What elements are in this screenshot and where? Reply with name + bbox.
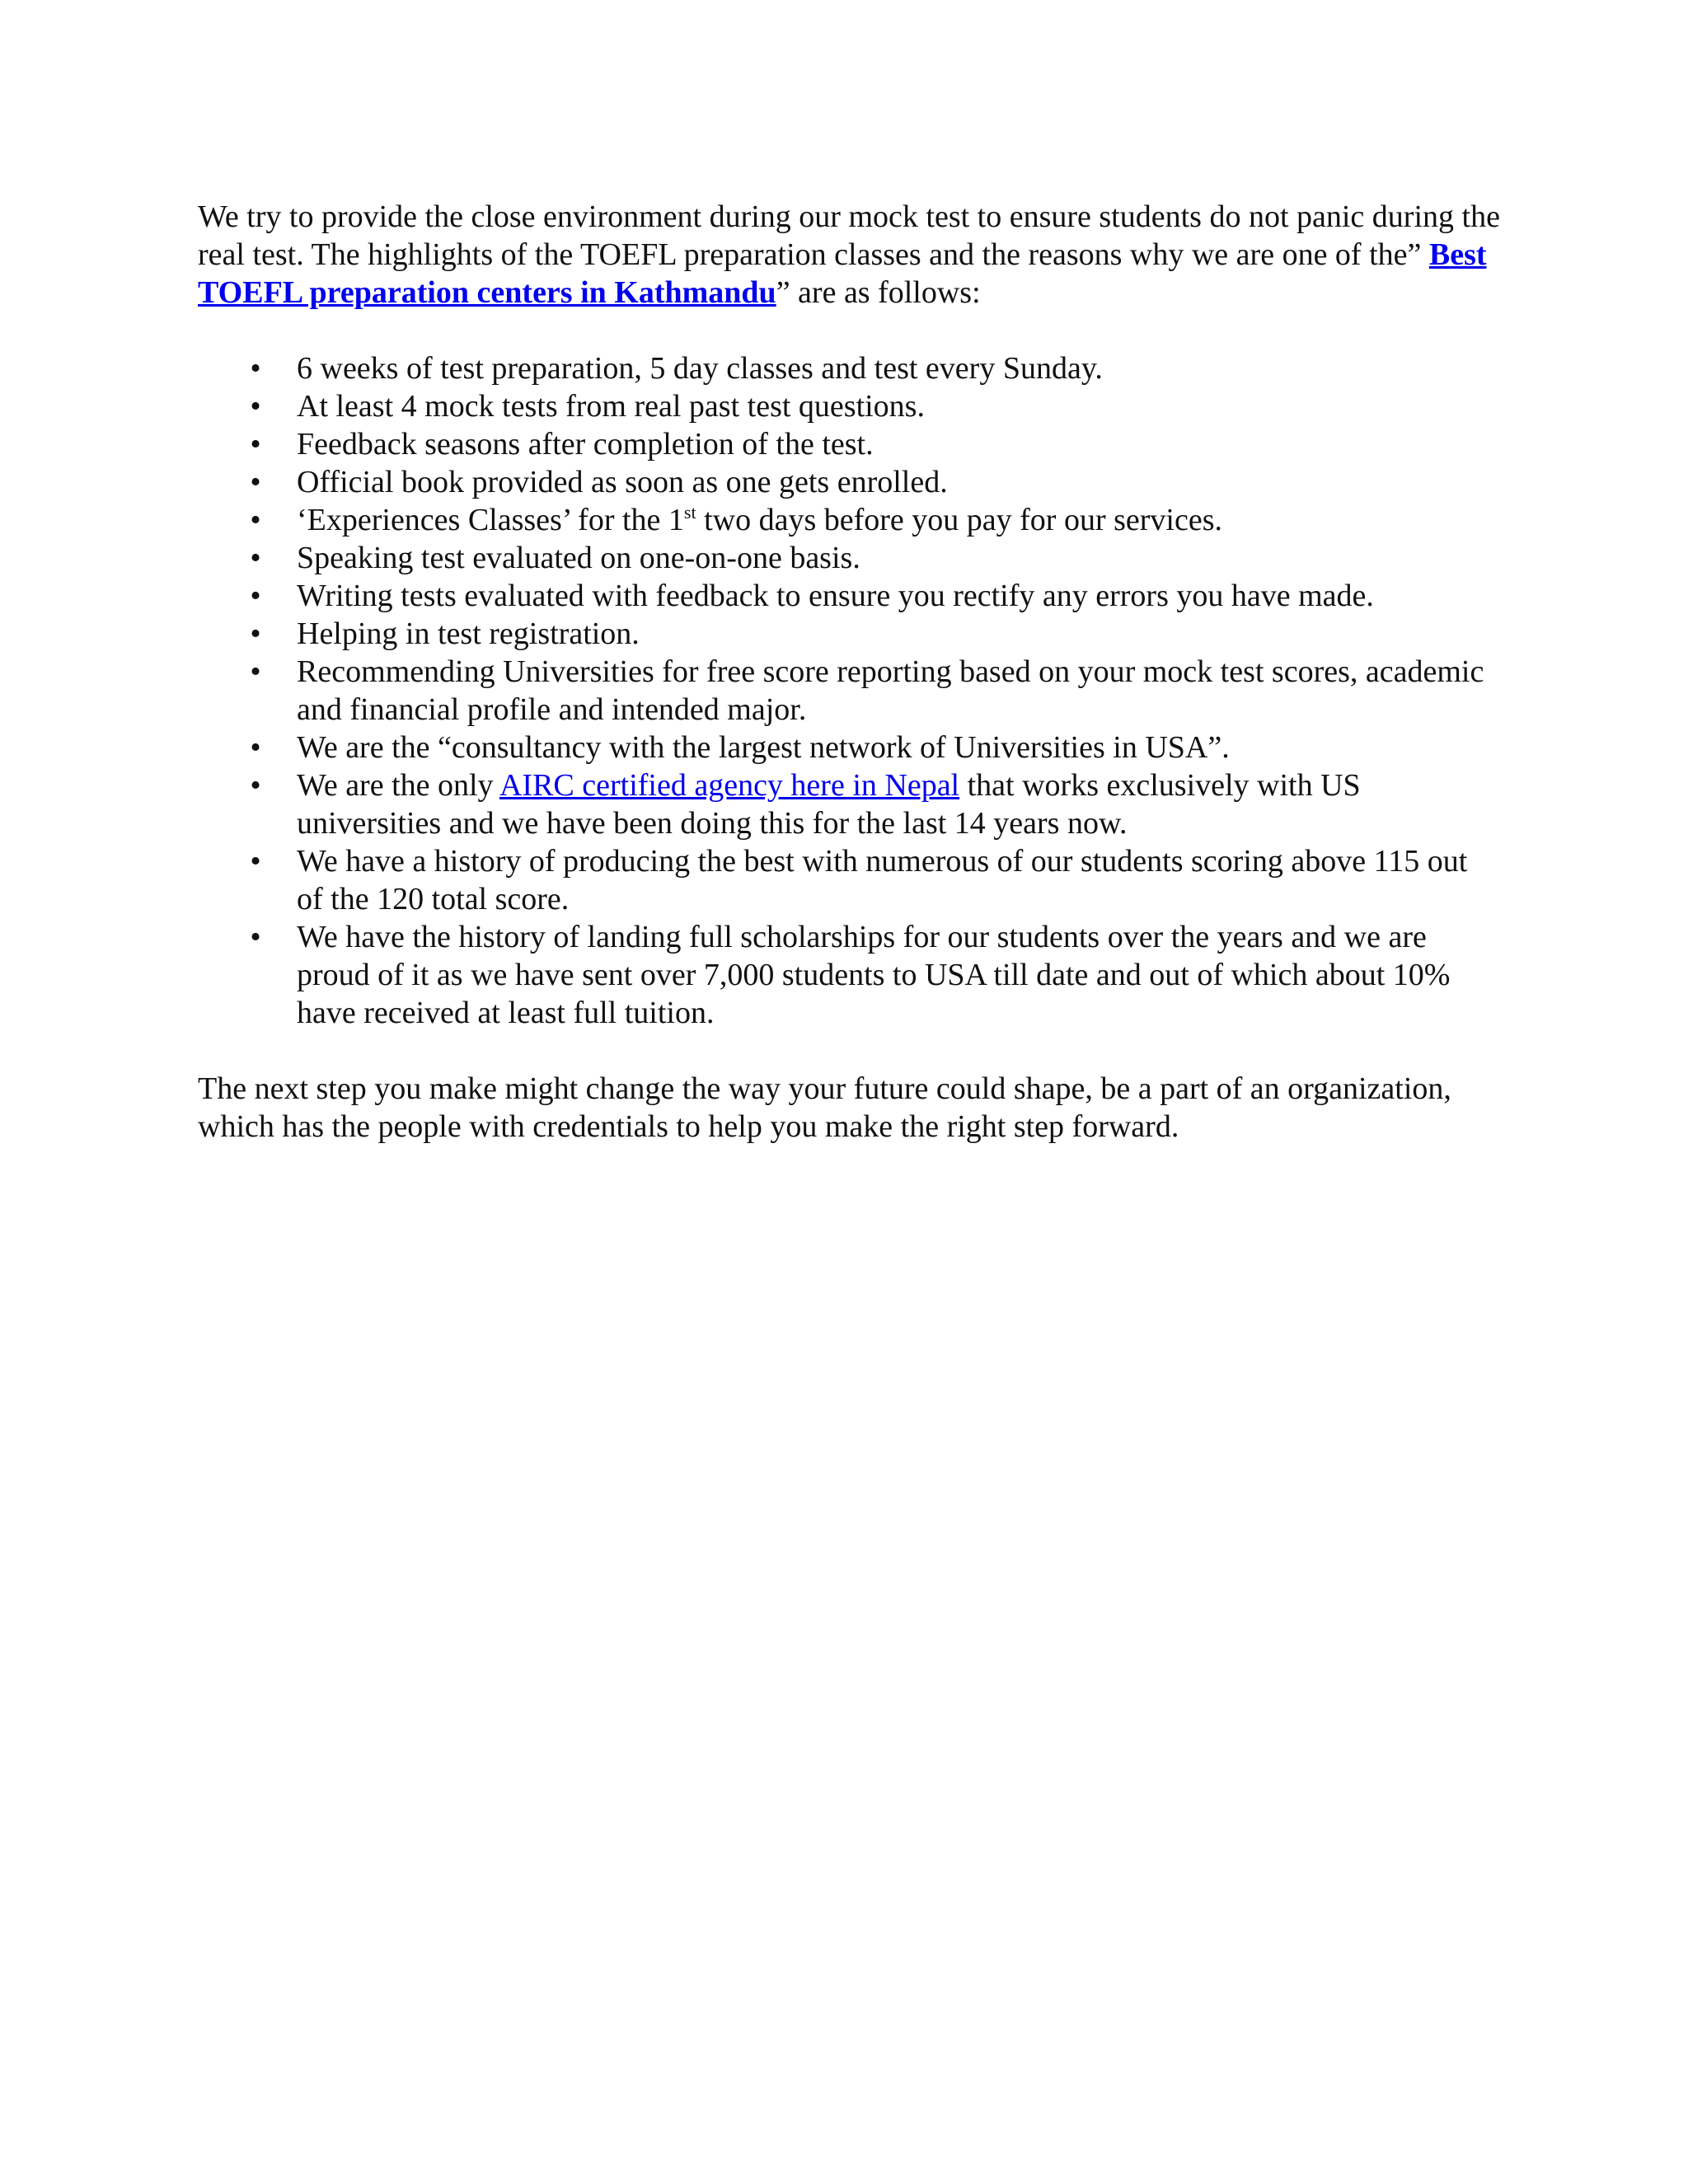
list-item-text-continued: two days before you pay for our services. (696, 503, 1223, 537)
best-toefl-centers-link[interactable]: Best TOEFL preparation centers in Kathmandu (198, 237, 1487, 310)
bullet-icon: • (250, 920, 261, 954)
intro-text-before-link: We try to provide the close environment during our mock test to ensure students do not panic during the real test. The highlights of the TOEFL preparation classes and the reasons why we are one of the” (198, 199, 1500, 272)
bullet-icon: • (250, 503, 261, 537)
list-item-text: Writing tests evaluated with feedback to ensure you rectify any errors you have made. (297, 579, 1374, 613)
list-item (198, 615, 1500, 653)
list-item (198, 653, 1500, 729)
list-item (198, 918, 1500, 1032)
highlights-list (198, 349, 1500, 1032)
bullet-icon: • (250, 465, 261, 499)
bullet-icon: • (250, 389, 261, 424)
list-item-text: ‘Experiences Classes’ for the 1 (297, 503, 684, 537)
list-item (198, 501, 1500, 539)
document-body (198, 198, 1500, 1146)
bullet-icon: • (250, 579, 261, 613)
list-item (198, 349, 1500, 387)
list-item (198, 463, 1500, 501)
bullet-icon: • (250, 768, 261, 803)
bullet-icon: • (250, 654, 261, 689)
bullet-icon: • (250, 616, 261, 651)
bullet-icon: • (250, 427, 261, 462)
list-item (198, 842, 1500, 918)
list-item (198, 387, 1500, 425)
list-item (198, 539, 1500, 577)
list-item-text: Feedback seasons after completion of the test. (297, 427, 874, 462)
list-item (198, 766, 1500, 842)
list-item (198, 577, 1500, 615)
list-item-text: We are the “consultancy with the largest network of Universities in USA”. (297, 730, 1230, 765)
list-item (198, 729, 1500, 766)
list-item-text: Helping in test registration. (297, 616, 640, 651)
list-item-text-continued: that works exclusively with US universities and we have been doing this for the last 14 years now. (297, 768, 1361, 841)
list-item-text: Official book provided as soon as one gets enrolled. (297, 465, 948, 499)
bullet-icon: • (250, 730, 261, 765)
list-item-text: Recommending Universities for free score reporting based on your mock test scores, academic and financial profile and intended major. (297, 654, 1484, 727)
bullet-icon: • (250, 844, 261, 879)
superscript-ordinal: st (683, 502, 696, 523)
list-item-text: 6 weeks of test preparation, 5 day classes and test every Sunday. (297, 351, 1103, 386)
list-item-text: At least 4 mock tests from real past test questions. (297, 389, 925, 424)
list-item-text: We have the history of landing full scholarships for our students over the years and we are proud of it as we have sent over 7,000 students to USA till date and out of which about 10% have received at least full tuition. (297, 920, 1451, 1030)
closing-paragraph: The next step you make might change the way your future could shape, be a part of an organization, which has the people with credentials to help you make the right step forward. (198, 1071, 1451, 1144)
list-item-text: We are the only (297, 768, 499, 803)
bullet-icon: • (250, 351, 261, 386)
airc-certified-agency-link[interactable]: AIRC certified agency here in Nepal (499, 768, 960, 803)
list-item-text: Speaking test evaluated on one-on-one basis. (297, 541, 860, 575)
intro-paragraph (198, 198, 1500, 312)
bullet-icon: • (250, 541, 261, 575)
intro-text-after-link: ” are as follows: (776, 275, 981, 310)
list-item (198, 425, 1500, 463)
list-item-text: We have a history of producing the best with numerous of our students scoring above 115 out of the 120 total score. (297, 844, 1468, 916)
